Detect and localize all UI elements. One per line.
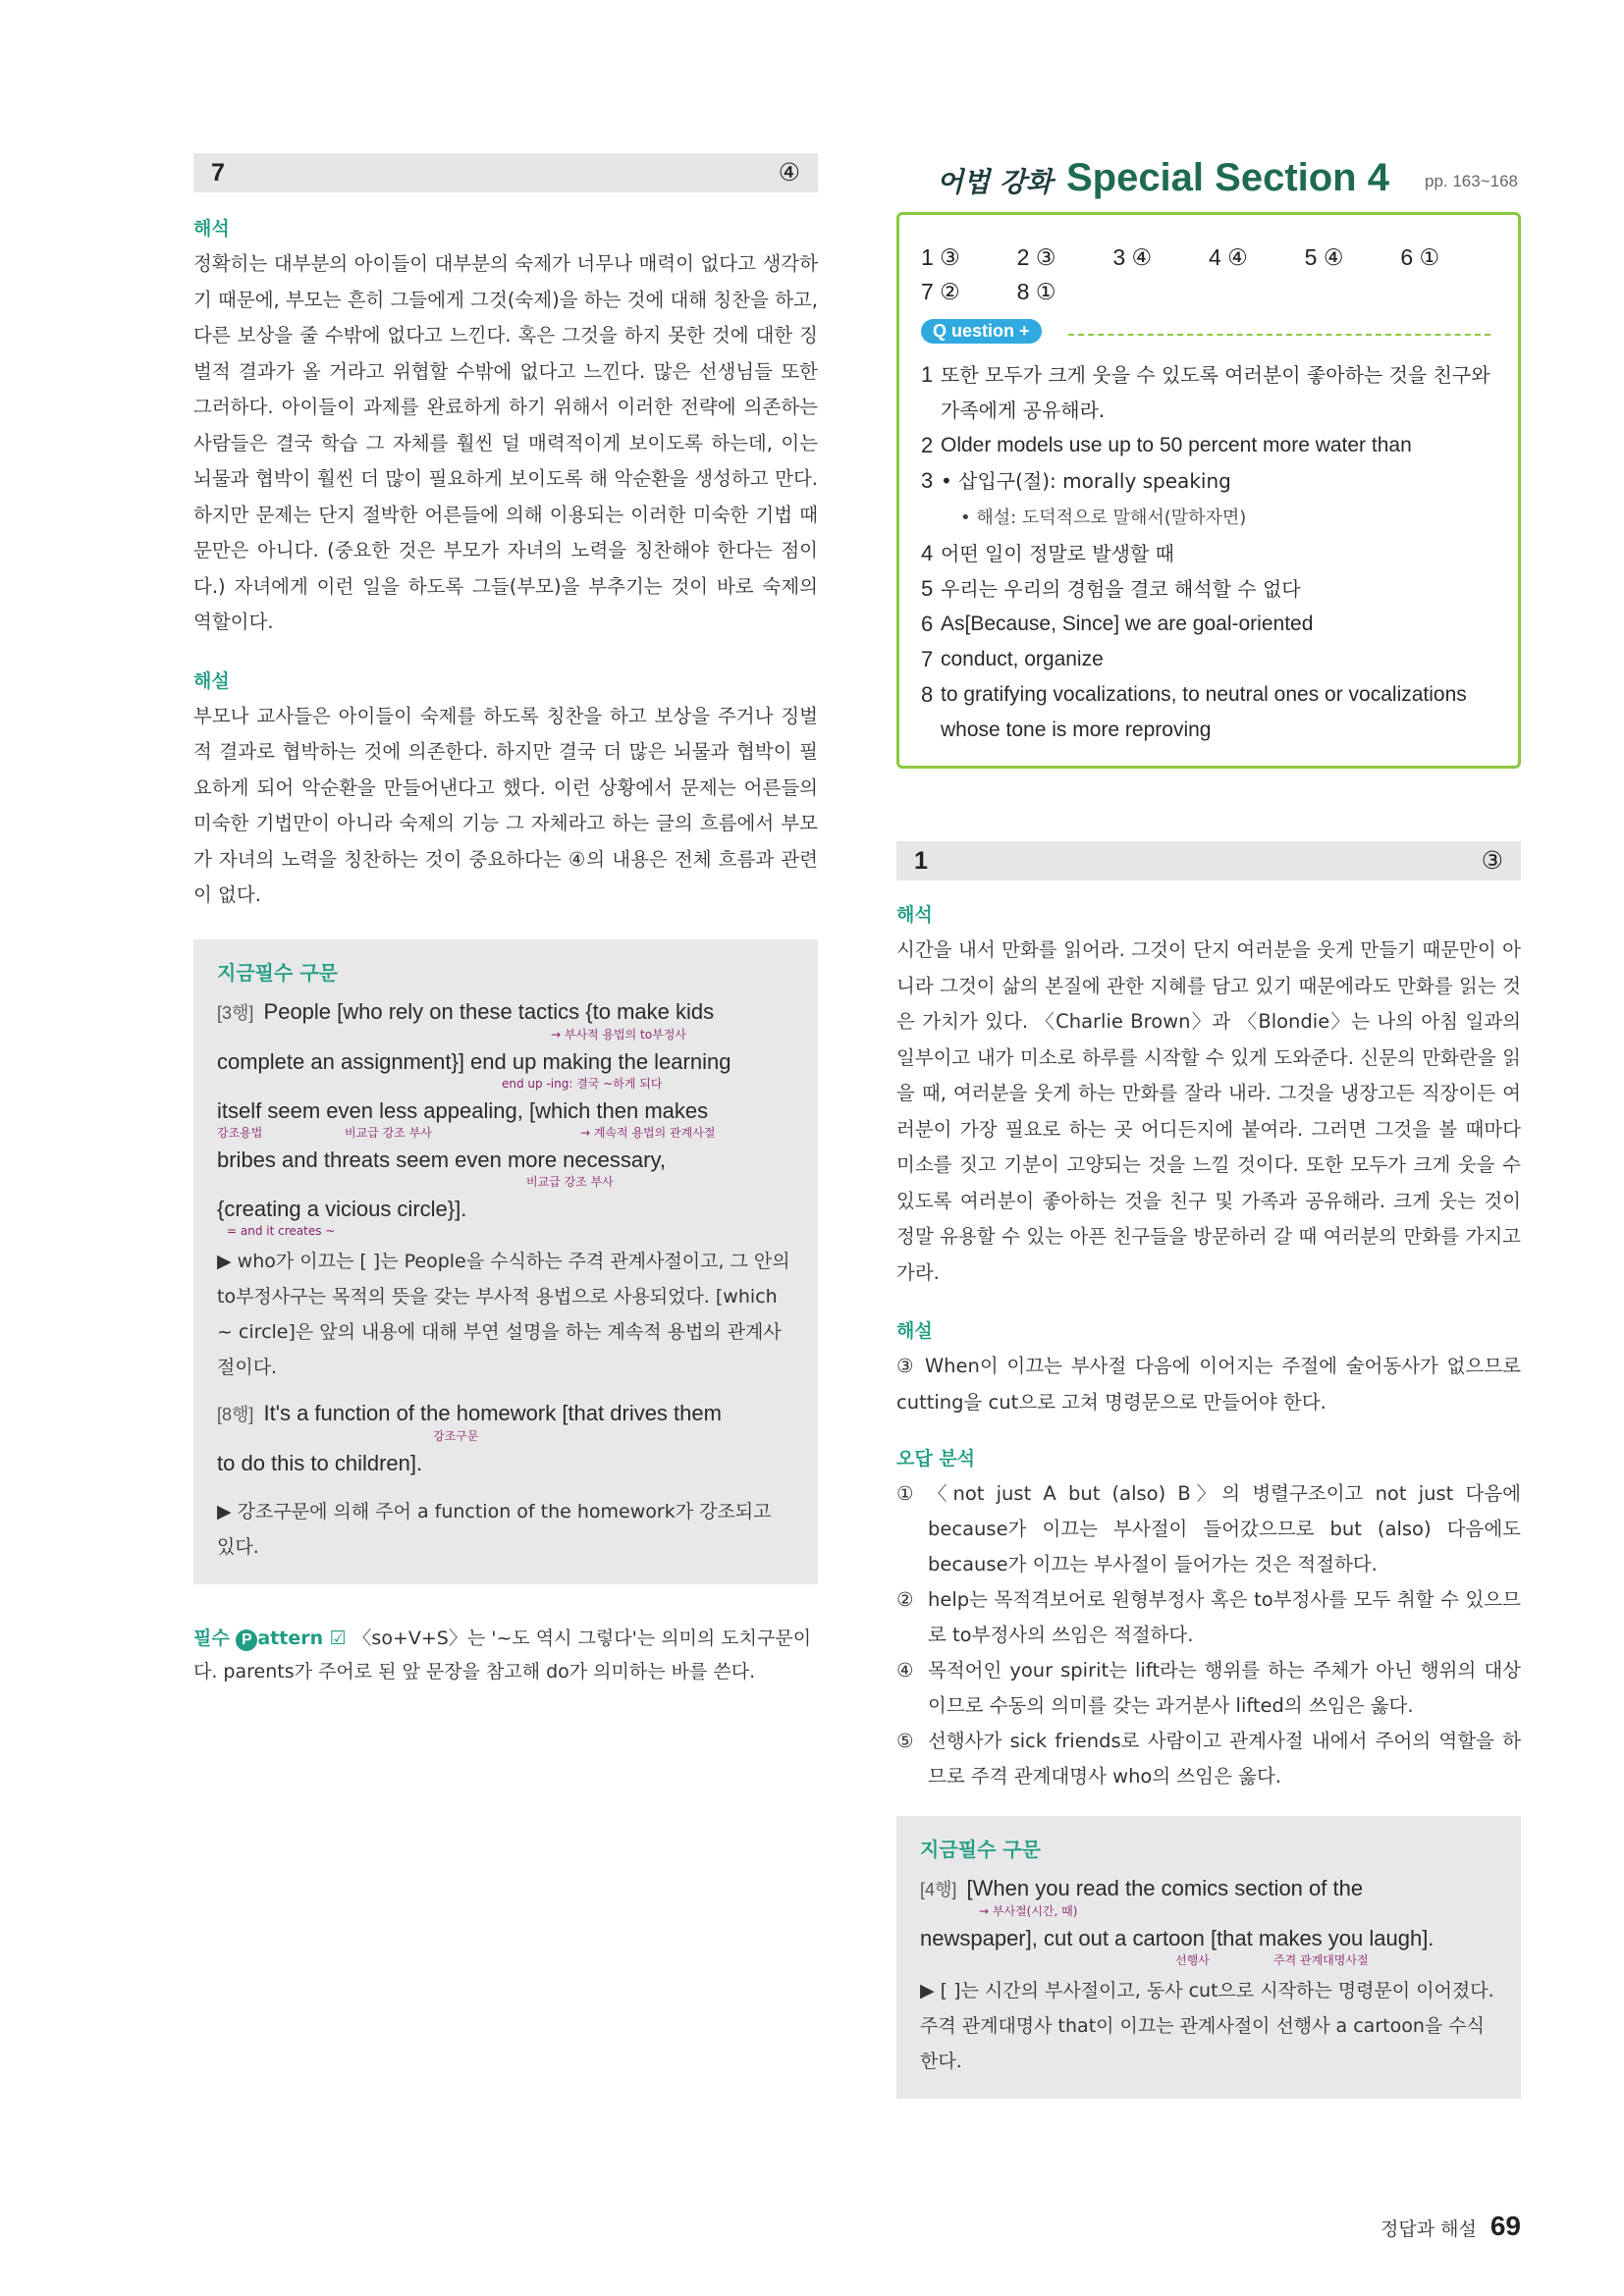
syntax-line: {creating a vicious circle}]. — [217, 1196, 467, 1221]
wrong-answer-list — [896, 1476, 1521, 1794]
syntax-annotation: 강조용법 비교급 강조 부사 → 계속적 용법의 관계사절 — [217, 1125, 716, 1140]
right-column — [896, 156, 1521, 2099]
answer-item: 3 ④ — [1112, 244, 1153, 270]
answer-item: 4 ④ — [1208, 244, 1248, 270]
line-number: [3행] — [217, 1002, 254, 1023]
translation-label: 해석 — [193, 218, 230, 240]
question-plus-item: 5 우리는 우리의 경험을 결코 해석할 수 없다 — [921, 576, 1301, 601]
syntax-annotation: 강조구문 — [433, 1428, 479, 1443]
explanation-label: 해설 — [896, 1320, 933, 1342]
answer-item: 8 ① — [1016, 279, 1056, 304]
answer-grid — [921, 244, 1496, 305]
syntax-annotation: 선행사 주격 관계대명사절 — [1175, 1953, 1369, 1967]
answer-item: 2 ③ — [1016, 244, 1056, 270]
line-number: [4행] — [920, 1880, 957, 1899]
question-number: 1 — [914, 846, 928, 875]
pattern-tip — [193, 1622, 818, 1688]
syntax-line: to do this to children]. — [217, 1450, 423, 1475]
question-plus-label: Q uestion + — [921, 319, 1042, 344]
syntax-line: [8행] It's a function of the homework [that drives them — [217, 1400, 722, 1425]
line-number: [8행] — [217, 1404, 254, 1424]
syntax-annotation: → 부사절(시간, 때) — [979, 1904, 1078, 1918]
section-eng-title: Special Section 4 — [1065, 156, 1389, 199]
special-section-heading — [929, 156, 1397, 200]
question-plus-list — [921, 357, 1496, 748]
syntax-line: complete an assignment}] end up making the learning — [217, 1048, 731, 1074]
answer-item: 7 ② — [921, 279, 960, 304]
pattern-label: 필수 P attern ☑ — [193, 1627, 347, 1649]
check-icon: ☑ — [329, 1627, 347, 1649]
question-plus-item: 6 As[Because, Since] we are goal-oriented — [921, 612, 1314, 636]
answer-item: 5 ④ — [1304, 244, 1344, 270]
section-kor-title: 어법 강화 — [937, 166, 1053, 198]
syntax-note: ▶ who가 이끄는 [ ]는 People을 수식하는 주격 관계사절이고, 그 안의 to부정사구는 목적의 뜻을 갖는 부사적 용법으로 사용되었다. [which ~ circle]은 앞의 내용에 대해 부연 설명을 하는 계속적 용법의 관계사절이다. — [217, 1250, 790, 1378]
dashed-divider — [1068, 334, 1490, 336]
key-syntax-box — [896, 1816, 1521, 2099]
explanation-text: ③ When이 이끄는 부사절 다음에 이어지는 주절에 술어동사가 없으므로 cutting을 cut으로 고쳐 명령문으로 만들어야 한다. — [896, 1355, 1521, 1414]
syntax-line: itself seem even less appealing, [which then makes — [217, 1097, 709, 1123]
question-7-header — [193, 153, 818, 192]
question-plus-item: 8 to gratifying vocalizations, to neutral ones or vocalizations whose tone is more reproving — [921, 682, 1467, 741]
page-range: pp. 163~168 — [1424, 172, 1518, 190]
key-syntax-title: 지금필수 구문 — [217, 960, 338, 985]
syntax-line: [3행] People [who rely on these tactics {to make kids — [217, 998, 715, 1024]
answer-item: 6 ① — [1400, 244, 1440, 270]
key-syntax-title: 지금필수 구문 — [920, 1838, 1041, 1861]
translation-text: 시간을 내서 만화를 읽어라. 그것이 단지 여러분을 웃게 만들기 때문만이 아니라 그것이 삶의 본질에 관한 지혜를 담고 있기 때문에라도 만화를 읽는 것은 가치가 있다. 〈Charlie Brown〉과 〈Blondie〉는 나의 아침 일과의 일부이고 내가 미소로 하루를 시작할 수 있게 도와준다. 신문의 만화란을 읽을 때, 여러분을 웃게 하는 만화를 잘라 내라. 그것을 냉장고든 직장이든 여러분이 가장 필요로 하는 곳 어디든지에 붙여라. 그러면 그것을 볼 때마다 미소를 짓고 기분이 고양되는 것을 느낄 것이다. 또한 모두가 크게 웃을 수 있도록 여러분이 좋아하는 것을 친구 및 가족과 공유해라. 크게 웃는 것이 정말 유용할 수 있는 아픈 친구들을 방문하러 갈 때 여러분의 만화를 가지고 가라. — [896, 938, 1521, 1284]
explanation-text: 부모나 교사들은 아이들이 숙제를 하도록 칭찬을 하고 보상을 주거나 징벌적 결과로 협박하는 것에 의존한다. 하지만 결국 더 많은 뇌물과 협박이 필요하게 되어 악순환을 만들어낸다고 했다. 이런 상황에서 문제는 어른들의 미숙한 기법만이 아니라 숙제의 기능 그 자체라고 하는 글의 흐름에서 부모가 자녀의 노력을 칭찬하는 것이 중요하다는 ④의 내용은 전체 흐름과 관련이 없다. — [193, 704, 818, 906]
syntax-line: [4행] [When you read the comics section of the — [920, 1876, 1364, 1900]
question-plus-item: 4 어떤 일이 정말로 발생할 때 — [921, 541, 1174, 565]
page-number: 69 — [1489, 2211, 1521, 2241]
question-answer: ④ — [778, 159, 800, 187]
explanation-label: 해설 — [193, 669, 230, 692]
pattern-text: 〈so+V+S〉는 '~도 역시 그렇다'는 의미의 도치구문이다. parents가 주어로 된 앞 문장을 참고해 do가 의미하는 바를 쓴다. — [193, 1627, 812, 1682]
question-number: 7 — [211, 158, 225, 187]
syntax-annotation: → 부사적 용법의 to부정사 — [551, 1027, 686, 1041]
wrong-answer-item: ① 〈not just A but (also) B〉의 병렬구조이고 not just 다음에 because가 이끄는 부사절이 들어갔으므로 but (also) 다음에도 because가 이끄는 부사절이 들어가는 것은 적절하다. — [896, 1482, 1521, 1575]
question-plus-item: 3 • 삽입구(절): morally speaking • 해설: 도덕적으로 말해서(말하자면) — [921, 468, 1247, 528]
wrong-answer-item: ④ 목적어인 your spirit는 lift라는 행위를 하는 주체가 아닌 행위의 대상이므로 수동의 의미를 갖는 과거분사 lifted의 쓰임은 옳다. — [896, 1659, 1521, 1717]
syntax-note: ▶ 강조구문에 의해 주어 a function of the homework가 강조되고 있다. — [217, 1500, 772, 1558]
syntax-annotation: = and it creates ~ — [227, 1223, 336, 1238]
syntax-line: newspaper], cut out a cartoon [that makes you laugh]. — [920, 1926, 1435, 1950]
key-syntax-box — [193, 939, 818, 1584]
question-1-header — [896, 841, 1521, 881]
pattern-p-icon: P — [236, 1629, 257, 1651]
left-column — [193, 153, 818, 1688]
question-answer: ③ — [1481, 847, 1503, 875]
syntax-note: ▶ [ ]는 시간의 부사절이고, 동사 cut으로 시작하는 명령문이 이어졌다. 주격 관계대명사 that이 이끄는 관계사절이 선행사 a cartoon을 수식한다. — [920, 1980, 1494, 2072]
answer-item: 1 ③ — [921, 244, 960, 270]
syntax-annotation: 비교급 강조 부사 — [526, 1174, 614, 1189]
question-plus-item: 1 또한 모두가 크게 웃을 수 있도록 여러분이 좋아하는 것을 친구와 가족에게 공유해라. — [921, 362, 1490, 422]
question-plus-item: 2 Older models use up to 50 percent more water than — [921, 433, 1412, 457]
wrong-answer-item: ② help는 목적격보어로 원형부정사 혹은 to부정사를 모두 취할 수 있으므로 to부정사의 쓰임은 적절하다. — [896, 1588, 1521, 1646]
translation-label: 해석 — [896, 904, 933, 926]
footer-label: 정답과 해설 — [1380, 2218, 1477, 2240]
special-section-box — [896, 156, 1521, 769]
question-plus-item: 7 conduct, organize — [921, 647, 1104, 671]
syntax-line: bribes and threats seem even more necessary, — [217, 1147, 666, 1172]
wrong-answer-item: ⑤ 선행사가 sick friends로 사람이고 관계사절 내에서 주어의 역할을 하므로 주격 관계대명사 who의 쓰임은 옳다. — [896, 1730, 1521, 1788]
wrong-answer-label: 오답 분석 — [896, 1448, 976, 1469]
translation-text: 정확히는 대부분의 아이들이 대부분의 숙제가 너무나 매력이 없다고 생각하기 때문에, 부모는 흔히 그들에게 그것(숙제)을 하는 것에 대해 칭찬을 하고, 다른 보상을 줄 수밖에 없다고 느낀다. 혹은 그것을 하지 못한 것에 대한 징벌적 결과가 올 거라고 위협할 수밖에 없다고 느낀다. 많은 선생님들 또한 그러하다. 아이들이 과제를 완료하게 하기 위해서 이러한 전략에 의존하는 사람들은 결국 학습 그 자체를 훨씬 덜 매력적이게 보이도록 하는데, 이는 뇌물과 협박이 훨씬 더 많이 필요하게 보이도록 해 악순환을 생성하고 만다. 하지만 문제는 단지 절박한 어른들에 의해 이용되는 이러한 미숙한 기법 때문만은 아니다. (중요한 것은 부모가 자녀의 노력을 칭찬해야 한다는 점이다.) 자녀에게 이런 일을 하도록 그들(부모)을 부추기는 것이 바로 숙제의 역할이다. — [193, 252, 818, 633]
page-footer — [1380, 2211, 1521, 2242]
syntax-annotation: end up -ing: 결국 ~하게 되다 — [502, 1076, 663, 1091]
question-plus-row — [921, 305, 1496, 344]
